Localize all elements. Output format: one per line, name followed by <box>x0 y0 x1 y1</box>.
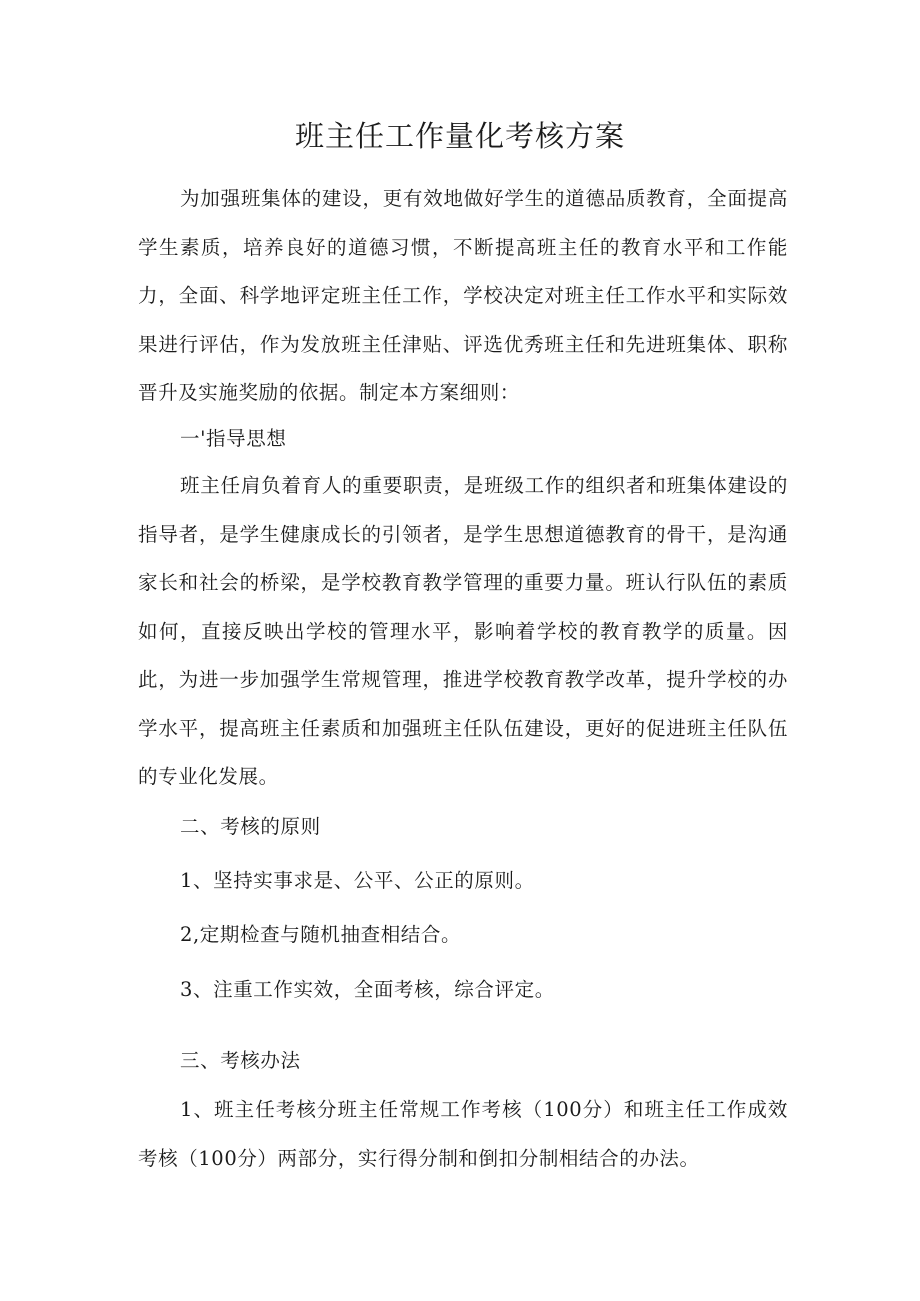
section-2-heading: 二、考核的原则 <box>180 815 321 838</box>
section-3-heading: 三、考核办法 <box>180 1049 301 1072</box>
section-1-paragraph: 班主任肩负着育人的重要职责，是班级工作的组织者和班集体建设的指导者，是学生健康成长的引领者，是学生思想道德教育的骨干，是沟通家长和社会的桥梁，是学校教育教学管理的重要力量。班认行队伍的素质如何，直接反映出学校的管理水平，影响着学校的教育教学的质量。因此，为进一步加强学生常规管理，推进学校教育教学改革，提升学校的办学水平，提高班主任素质和加强班主任队伍建设，更好的促进班主任队伍的专业化发展。 <box>138 474 788 788</box>
intro-paragraph: 为加强班集体的建设，更有效地做好学生的道德品质教育，全面提高学生素质，培养良好的道德习惯，不断提高班主任的教育水平和工作能力，全面、科学地评定班主任工作，学校决定对班主任工作水平和实际效果进行评估，作为发放班主任津贴、评选优秀班主任和先进班集体、职称晋升及实施奖励的依据。制定本方案细则： <box>138 187 788 404</box>
principle-item-3: 3、注重工作实效，全面考核，综合评定。 <box>180 978 555 1001</box>
principle-item-2: 2,定期检查与随机抽查相结合。 <box>180 923 462 946</box>
principle-item-1: 1、坚持实事求是、公平、公正的原则。 <box>180 869 535 892</box>
document-title: 班主任工作量化考核方案 <box>294 119 625 153</box>
section-3-paragraph: 1、班主任考核分班主任常规工作考核（100分）和班主任工作成效考核（100分）两部分，实行得分制和倒扣分制相结合的办法。 <box>138 1098 788 1170</box>
section-1-heading: 一'指导思想 <box>180 427 287 450</box>
